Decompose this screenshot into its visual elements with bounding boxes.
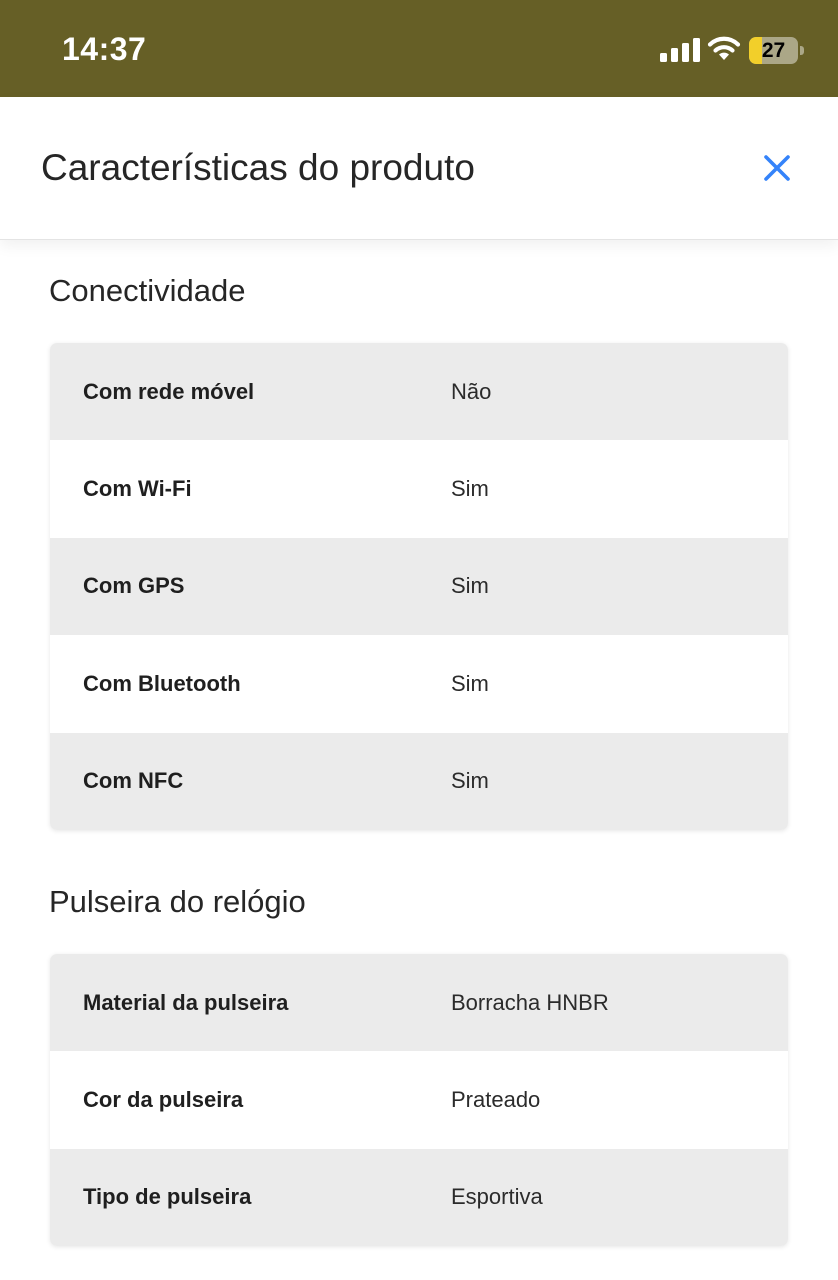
spec-label: Cor da pulseira — [83, 1087, 244, 1113]
table-row — [50, 635, 788, 732]
table-row — [50, 733, 788, 830]
close-button[interactable] — [752, 143, 802, 193]
signal-icon — [660, 38, 700, 62]
modal-header — [0, 97, 838, 240]
table-row — [50, 1149, 788, 1246]
spec-label: Com GPS — [83, 573, 185, 599]
spec-value: Borracha HNBR — [451, 989, 609, 1015]
table-row — [50, 440, 788, 537]
wifi-icon — [707, 35, 741, 63]
status-time: 14:37 — [62, 31, 147, 67]
section-title-conectividade: Conectividade — [49, 273, 246, 308]
battery-icon — [749, 37, 805, 64]
spec-label: Material da pulseira — [83, 989, 289, 1015]
spec-label: Com NFC — [83, 768, 184, 794]
page-title: Características do produto — [41, 147, 475, 188]
spec-label: Tipo de pulseira — [83, 1184, 252, 1210]
spec-value: Sim — [451, 768, 489, 794]
status-bar — [0, 0, 838, 97]
spec-value: Sim — [451, 476, 489, 502]
table-row — [50, 954, 788, 1051]
spec-label: Com rede móvel — [83, 378, 255, 404]
section-title-pulseira: Pulseira do relógio — [49, 884, 306, 919]
spec-value: Sim — [451, 670, 489, 696]
spec-label: Com Bluetooth — [83, 670, 241, 696]
table-row — [50, 1051, 788, 1148]
battery-level: 27 — [761, 39, 786, 62]
specs-table-conectividade — [50, 343, 788, 830]
spec-value: Não — [451, 378, 492, 404]
battery-body — [749, 37, 798, 64]
specs-table-pulseira — [50, 954, 788, 1246]
table-row — [50, 538, 788, 635]
spec-label: Com Wi-Fi — [83, 476, 192, 502]
spec-value: Sim — [451, 573, 489, 599]
battery-cap — [800, 46, 804, 55]
close-icon — [763, 154, 791, 182]
table-row — [50, 343, 788, 440]
spec-value: Esportiva — [451, 1184, 543, 1210]
spec-value: Prateado — [451, 1087, 541, 1113]
